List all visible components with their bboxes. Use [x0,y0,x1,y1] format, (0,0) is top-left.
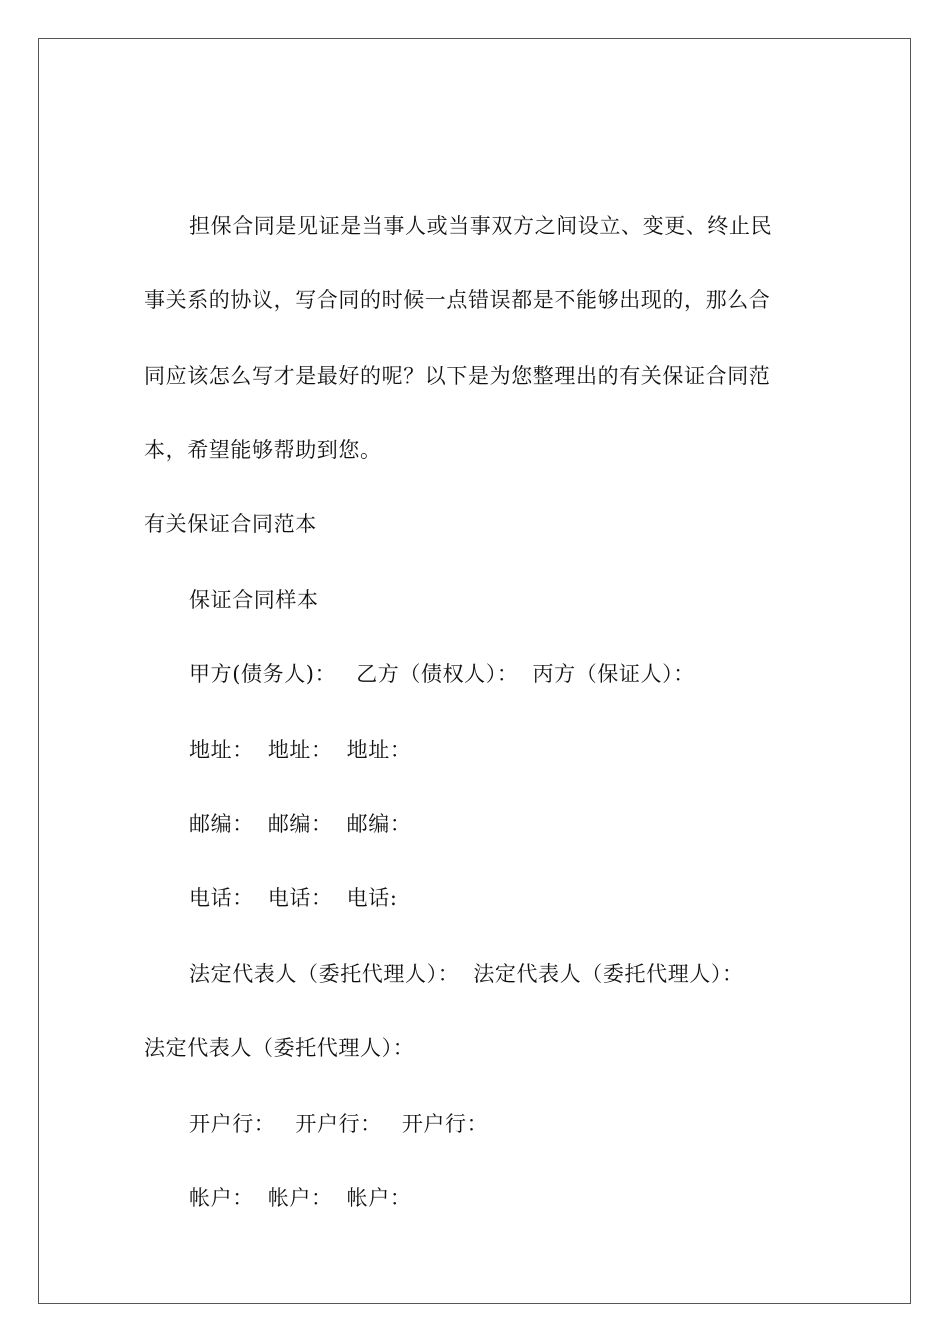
account-row [189,1184,411,1212]
legal-rep-a: 法定代表人（委托代理人）： [189,962,460,986]
bank-row [189,1110,488,1138]
postcode-b: 邮编： [267,812,333,836]
account-a: 帐户： [189,1186,254,1210]
phone-b: 电话： [267,886,333,910]
bank-b: 开户行： [295,1112,382,1136]
bank-a: 开户行： [189,1112,276,1136]
postcode-c: 邮编： [346,812,412,836]
address-c: 地址： [346,738,412,762]
intro-line-1: 担保合同是见证是当事人或当事双方之间设立、变更、终止民 [189,214,773,238]
party-a-label: 甲方(债务人)： [189,662,337,686]
legal-rep-c: 法定代表人（委托代理人）： [144,1036,415,1060]
party-c-label: 丙方（保证人）： [532,662,695,686]
intro-line-2: 事关系的协议，写合同的时候一点错误都是不能够出现的，那么合 [144,288,771,312]
account-c: 帐户： [346,1186,412,1210]
account-b: 帐户： [267,1186,333,1210]
phone-row [189,884,398,912]
intro-line-3: 同应该怎么写才是最好的呢？以下是为您整理出的有关保证合同范 [144,364,771,388]
contract-title: 保证合同样本 [189,588,319,612]
party-b-label: 乙方（债权人）： [356,662,519,686]
legal-rep-row [189,960,744,988]
intro-line-4: 本，希望能够帮助到您。 [144,438,382,462]
address-row [189,736,411,764]
postcode-row [189,810,411,838]
phone-c: 电话: [346,886,398,910]
legal-rep-b: 法定代表人（委托代理人）： [473,962,744,986]
postcode-a: 邮编： [189,812,254,836]
section-title: 有关保证合同范本 [144,512,317,536]
parties-row [189,660,695,688]
address-b: 地址： [267,738,333,762]
legal-rep-row-wrap [144,1034,414,1062]
phone-a: 电话： [189,886,254,910]
address-a: 地址： [189,738,254,762]
bank-c: 开户行： [401,1112,489,1136]
